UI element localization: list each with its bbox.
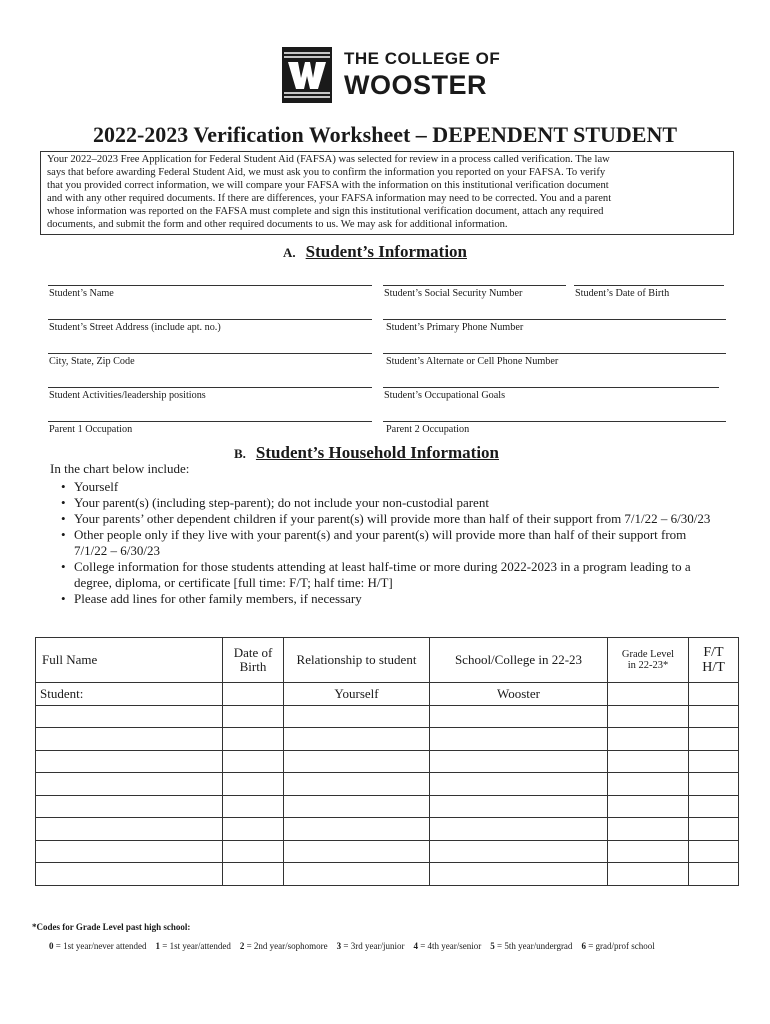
column-header-relationship xyxy=(284,638,430,683)
grade-code-text: = 1st year/attended xyxy=(160,941,231,951)
section-a-letter: A. xyxy=(283,245,296,260)
table-row xyxy=(36,818,739,841)
city-state-zip-label: City, State, Zip Code xyxy=(49,356,135,367)
relationship-cell[interactable] xyxy=(284,705,430,728)
column-header-grade-level xyxy=(608,638,689,683)
grade-cell[interactable] xyxy=(608,863,689,886)
dob-header-line1: Date of xyxy=(233,645,273,660)
grade-cell[interactable] xyxy=(608,795,689,818)
ft-cell[interactable] xyxy=(689,840,739,863)
ft-cell[interactable] xyxy=(689,750,739,773)
student-ssn-field[interactable] xyxy=(383,285,566,286)
intro-box xyxy=(40,151,734,235)
name-cell[interactable] xyxy=(36,795,223,818)
grade-code-number: 3 xyxy=(336,941,342,951)
list-item: • Please add lines for other family members, if necessary xyxy=(74,591,730,607)
grade-code-number: 4 xyxy=(413,941,418,951)
relationship-cell[interactable] xyxy=(284,840,430,863)
table-row xyxy=(36,795,739,818)
section-a-title: Student’s Information xyxy=(305,242,467,261)
table-row xyxy=(36,750,739,773)
student-name-cell[interactable]: Student: xyxy=(36,683,223,706)
dob-cell[interactable] xyxy=(223,795,284,818)
relationship-cell[interactable] xyxy=(284,750,430,773)
dob-cell[interactable] xyxy=(223,818,284,841)
logo-wooster: WOOSTER xyxy=(344,70,487,100)
section-b-title: Student’s Household Information xyxy=(255,443,500,462)
grade-code-number: 6 xyxy=(581,941,586,951)
school-cell[interactable] xyxy=(430,863,608,886)
section-a-heading xyxy=(283,242,467,262)
list-item: • Your parents’ other dependent children if your parent(s) will provide more than half of their support from 7/1/22 – 6/30/23 xyxy=(74,511,724,527)
table-row xyxy=(36,840,739,863)
ft-cell[interactable] xyxy=(689,818,739,841)
school-cell[interactable] xyxy=(430,705,608,728)
student-name-field[interactable] xyxy=(48,285,372,286)
column-header-ft-ht xyxy=(689,638,739,683)
intro-line: whose information was reported on the FAFSA must complete and sign this institutional verification document, attach any required xyxy=(47,206,604,217)
ft-header-line1: F/T xyxy=(703,645,724,660)
grade-codes-title: *Codes for Grade Level past high school: xyxy=(32,922,191,932)
college-w-shield-icon xyxy=(282,47,332,103)
section-b-heading xyxy=(234,443,499,463)
ft-cell[interactable] xyxy=(689,863,739,886)
student-address-label: Student’s Street Address (include apt. no.) xyxy=(49,322,221,333)
dob-cell[interactable] xyxy=(223,863,284,886)
grade-code-text: = 4th year/senior xyxy=(417,941,482,951)
grade-header-line1: Grade Level xyxy=(621,649,675,660)
dob-cell[interactable] xyxy=(223,773,284,796)
grade-code-number: 5 xyxy=(490,941,495,951)
student-primary-phone-field[interactable] xyxy=(383,319,726,320)
logo-college-of: THE COLLEGE OF xyxy=(344,49,501,68)
grade-header-line2: in 22-23* xyxy=(627,660,669,671)
table-row xyxy=(36,863,739,886)
grade-code-text: = 3rd year/junior xyxy=(341,941,405,951)
student-dob-label: Student’s Date of Birth xyxy=(575,288,670,299)
grade-code-text: = 5th year/undergrad xyxy=(494,941,573,951)
name-cell[interactable] xyxy=(36,728,223,751)
table-row xyxy=(36,705,739,728)
household-table xyxy=(35,637,739,886)
column-header-school xyxy=(430,638,608,683)
section-b-letter: B. xyxy=(234,446,246,461)
student-alt-phone-field[interactable] xyxy=(383,353,726,354)
grade-code-number: 0 xyxy=(49,941,54,951)
intro-line: Your 2022–2023 Free Application for Federal Student Aid (FAFSA) was selected for review in a process called verification. The law xyxy=(47,154,610,165)
relationship-cell[interactable] xyxy=(284,863,430,886)
grade-cell[interactable] xyxy=(608,705,689,728)
ft-cell[interactable] xyxy=(689,705,739,728)
school-cell[interactable] xyxy=(430,773,608,796)
relationship-cell[interactable] xyxy=(284,795,430,818)
household-instructions xyxy=(50,461,730,607)
student-goals-field[interactable] xyxy=(383,387,719,388)
household-intro: In the chart below include: xyxy=(50,461,190,476)
student-dob-cell[interactable] xyxy=(223,683,284,706)
name-cell[interactable] xyxy=(36,840,223,863)
dob-cell[interactable] xyxy=(223,728,284,751)
dob-cell[interactable] xyxy=(223,750,284,773)
parent1-occupation-field[interactable] xyxy=(48,421,372,422)
full-name-header-text: Full Name xyxy=(42,652,98,667)
student-name-label: Student’s Name xyxy=(49,288,114,299)
ft-cell[interactable] xyxy=(689,773,739,796)
parent2-occupation-field[interactable] xyxy=(383,421,726,422)
student-ft-cell[interactable] xyxy=(689,683,739,706)
grade-cell[interactable] xyxy=(608,728,689,751)
student-grade-cell[interactable] xyxy=(608,683,689,706)
grade-code-text: = 1st year/never attended xyxy=(53,941,147,951)
parent1-occupation-label: Parent 1 Occupation xyxy=(49,424,133,435)
grade-cell[interactable] xyxy=(608,773,689,796)
name-cell[interactable] xyxy=(36,863,223,886)
student-goals-label: Student’s Occupational Goals xyxy=(384,390,506,401)
dob-cell[interactable] xyxy=(223,705,284,728)
ft-header-line2: H/T xyxy=(702,660,725,675)
parent2-occupation-label: Parent 2 Occupation xyxy=(386,424,470,435)
student-alt-phone-label: Student’s Alternate or Cell Phone Number xyxy=(386,356,559,367)
school-cell[interactable] xyxy=(430,728,608,751)
student-primary-phone-label: Student’s Primary Phone Number xyxy=(386,322,524,333)
student-activities-label: Student Activities/leadership positions xyxy=(49,390,206,401)
table-row xyxy=(36,773,739,796)
name-cell[interactable] xyxy=(36,750,223,773)
name-cell[interactable] xyxy=(36,773,223,796)
grade-code-text: = grad/prof school xyxy=(585,941,655,951)
page-title: 2022-2023 Verification Worksheet – DEPENDENT STUDENT xyxy=(92,122,678,147)
relationship-cell[interactable] xyxy=(284,773,430,796)
table-row-student xyxy=(36,683,739,706)
column-header-full-name xyxy=(36,638,223,683)
student-school-cell[interactable]: Wooster xyxy=(430,683,608,706)
relationship-header-text: Relationship to student xyxy=(296,652,417,667)
grade-codes-line xyxy=(49,941,655,951)
ft-cell[interactable] xyxy=(689,795,739,818)
household-bullet-list xyxy=(50,479,730,607)
city-state-zip-field[interactable] xyxy=(48,353,372,354)
column-header-dob xyxy=(223,638,284,683)
relationship-cell[interactable] xyxy=(284,818,430,841)
grade-code-number: 2 xyxy=(239,941,245,951)
list-item: • Other people only if they live with your parent(s) and your parent(s) will provide more than half of their support from 7/1/22 – 6/30/23 xyxy=(74,527,704,559)
table-header-row xyxy=(36,638,739,683)
school-cell[interactable] xyxy=(430,840,608,863)
intro-line: says that before awarding Federal Student Aid, we must ask you to confirm the information you reported on your FAFSA. To verify xyxy=(47,167,606,178)
student-dob-field[interactable] xyxy=(574,285,724,286)
name-cell[interactable] xyxy=(36,818,223,841)
intro-line: documents, and submit the form and other required documents to us. We may ask for additional information. xyxy=(47,219,508,230)
list-item: • Your parent(s) (including step-parent); do not include your non-custodial parent xyxy=(74,495,730,511)
grade-cell[interactable] xyxy=(608,840,689,863)
list-item: • Yourself xyxy=(74,479,730,495)
list-item: • College information for those students attending at least half-time or more during 2022-2023 in a program leading to a degree, diploma, or certificate [full time: F/T; half time: H/T] xyxy=(74,559,724,591)
school-cell[interactable] xyxy=(430,795,608,818)
school-cell[interactable] xyxy=(430,818,608,841)
student-ssn-label: Student’s Social Security Number xyxy=(384,288,523,299)
dob-header-line2: Birth xyxy=(239,659,267,674)
intro-line: that you provided correct information, we will compare your FAFSA with the information on this institutional verification document xyxy=(47,180,609,191)
school-header-text: School/College in 22-23 xyxy=(454,652,583,667)
student-address-field[interactable] xyxy=(48,319,372,320)
ft-cell[interactable] xyxy=(689,728,739,751)
grade-code-number: 1 xyxy=(155,941,161,951)
student-relationship-cell[interactable]: Yourself xyxy=(284,683,430,706)
intro-line: and with any other required documents. If there are differences, your FAFSA information may need to be corrected. You and a parent xyxy=(47,193,612,204)
dob-cell[interactable] xyxy=(223,840,284,863)
grade-code-text: = 2nd year/sophomore xyxy=(244,941,328,951)
grade-cell[interactable] xyxy=(608,750,689,773)
school-cell[interactable] xyxy=(430,750,608,773)
table-row xyxy=(36,728,739,751)
name-cell[interactable] xyxy=(36,705,223,728)
grade-cell[interactable] xyxy=(608,818,689,841)
relationship-cell[interactable] xyxy=(284,728,430,751)
student-activities-field[interactable] xyxy=(48,387,372,388)
